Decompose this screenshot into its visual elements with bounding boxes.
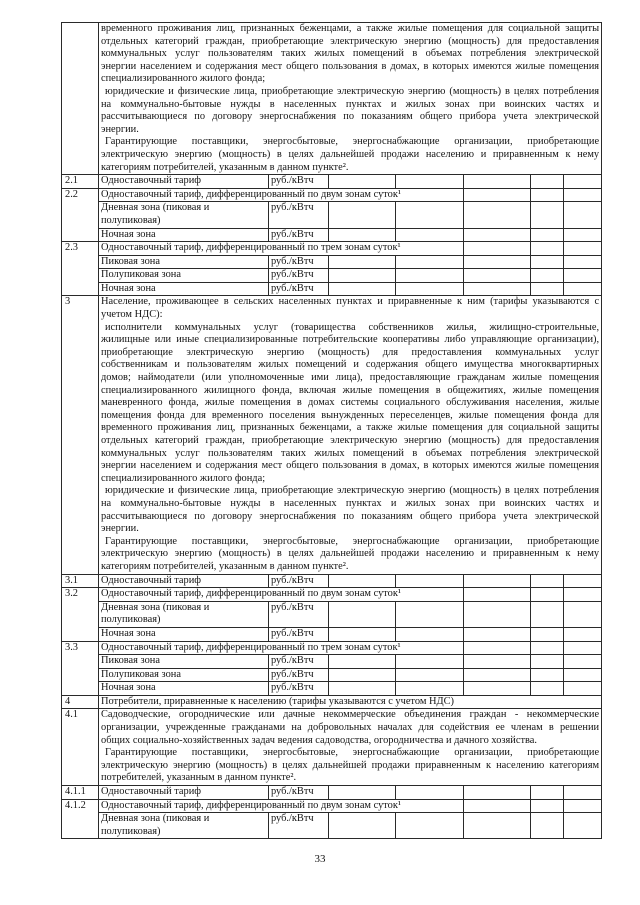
table-row [62,709,602,786]
text-line: Дневная зона (пиковая и [101,601,210,613]
text-line: специализированного жилого фонда; [101,73,266,85]
table-row [62,255,602,269]
value-cell [396,682,464,696]
row-number: 2.3 [62,242,99,256]
row-description: Ночная зона [99,627,269,641]
text-line: энергии населением и содержания мест общего пользования в домах, в которых имеются жилые помещения [101,460,600,472]
row-number [62,255,99,269]
text-line: полупиковая) [101,214,161,226]
row-number [62,655,99,669]
row-number: 4 [62,695,99,709]
paragraph [101,86,599,136]
paragraph [101,485,599,535]
table-row [62,202,602,228]
text-line: коммунальных услуг пользователям таких жилых помещений в объемах потребления электрической [101,48,600,60]
text-line: энергии населением и содержания мест общего пользования в домах, в которых имеются жилые помещения [101,60,600,72]
row-number [62,228,99,242]
table-row [62,296,602,574]
value-cell [564,282,602,296]
value-cell [531,242,564,256]
text-line: полупиковая) [101,825,161,837]
value-cell [564,813,602,839]
value-cell [329,668,396,682]
value-cell [329,202,396,228]
value-cell [564,188,602,202]
value-cell [464,627,531,641]
text-line: исполнители коммунальных услуг (товарищества собственников жилья, жилищно-строительные, [105,321,600,333]
text-line: приобретающие электрическую энергию (мощность) для предоставления коммунальных услуг [101,346,600,358]
table-row [62,601,602,627]
text-line: юридические и физические лица, приобретающие электрическую энергию (мощность) в целях потребления [105,485,600,497]
value-cell [531,655,564,669]
text-line: электрическую энергию (мощность) в целях дальнейшей продажи приравненным к населению категориям [101,759,600,771]
value-cell [564,786,602,800]
text-line: коммунальных услуг пользователям таких жилых помещений в объемах потребления электрической [101,447,600,459]
table-row [62,23,602,175]
text-line: юридические и физические лица, приобретающие электрическую энергию (мощность) в целях потребления [105,85,600,97]
value-cell [464,641,531,655]
table-row [62,695,602,709]
value-cell [464,601,531,627]
row-description [99,601,269,627]
value-cell [396,627,464,641]
group-label: Одноставочный тариф, дифференцированный по двум зонам суток¹ [99,188,464,202]
value-cell [396,813,464,839]
row-description [99,709,602,786]
table-row [62,641,602,655]
table-row [62,627,602,641]
unit-cell: руб./кВтч [269,282,329,296]
value-cell [464,188,531,202]
row-number: 3.3 [62,641,99,655]
row-number [62,269,99,283]
text-line: собственникам и пользователям жилых помещений и содержания общего имущества многоквартирных [101,359,600,371]
value-cell [396,175,464,189]
text-line: электрическую энергию (мощность) в целях дальнейшей продажи населению и приравненным к нему [101,148,600,160]
unit-cell: руб./кВтч [269,255,329,269]
row-number: 4.1.2 [62,799,99,813]
value-cell [396,228,464,242]
text-line: Дневная зона (пиковая и [101,813,210,825]
row-number [62,627,99,641]
row-number [62,282,99,296]
text-line: электрическую энергию (мощность) в целях дальнейшей продажи населению и приравненным к нему [101,548,600,560]
table-row [62,588,602,602]
value-cell [464,175,531,189]
value-cell [329,574,396,588]
value-cell [329,601,396,627]
value-cell [531,202,564,228]
value-cell [564,682,602,696]
value-cell [329,627,396,641]
value-cell [396,255,464,269]
value-cell [464,813,531,839]
table-row [62,269,602,283]
row-description: Одноставочный тариф [99,786,269,800]
text-line: на коммунально-бытовые нужды в населенных пунктах и жилых зонах при воинских частях и [101,497,600,509]
text-line: общих социально-хозяйственных задач ведения садоводства, огородничества и дачного хозяйства. [101,734,537,746]
value-cell [531,786,564,800]
paragraph [101,536,599,574]
group-label: Одноставочный тариф, дифференцированный по двум зонам суток¹ [99,588,464,602]
text-line: полупиковая) [101,614,161,626]
value-cell [531,588,564,602]
unit-cell: руб./кВтч [269,202,329,228]
group-label: Одноставочный тариф, дифференцированный по трем зонам суток¹ [99,641,464,655]
value-cell [531,668,564,682]
text-line: Гарантирующие поставщики, энергосбытовые, энергоснабжающие организации, приобретающие [105,136,600,148]
value-cell [464,682,531,696]
row-number: 3.1 [62,574,99,588]
value-cell [329,255,396,269]
value-cell [464,668,531,682]
value-cell [329,682,396,696]
table-row [62,682,602,696]
text-line: отдельных категорий граждан, приобретающие электрическую энергию (мощность) для предоставления [101,435,600,446]
text-line: рассчитывающиеся по договору энергоснабжения по показаниям общего прибора учета электрической [101,111,600,123]
text-line: Гарантирующие поставщики, энергосбытовые, энергоснабжающие организации, приобретающие [105,535,600,547]
text-line: учетом НДС): [101,309,163,321]
row-description: Ночная зона [99,228,269,242]
value-cell [396,668,464,682]
value-cell [531,228,564,242]
value-cell [329,269,396,283]
value-cell [564,668,602,682]
value-cell [531,641,564,655]
paragraph [101,709,599,747]
row-number [62,682,99,696]
value-cell [329,175,396,189]
row-number: 3 [62,296,99,574]
unit-cell: руб./кВтч [269,655,329,669]
text-line: домов; наймодатели (или уполномоченные ими лица), предоставляющие гражданам жилые помещения [101,372,600,384]
value-cell [564,641,602,655]
text-line: энергии. [101,523,139,535]
unit-cell: руб./кВтч [269,786,329,800]
text-line: энергии. [101,123,139,135]
unit-cell: руб./кВтч [269,269,329,283]
table-row [62,175,602,189]
value-cell [329,655,396,669]
table-row [62,228,602,242]
value-cell [564,601,602,627]
row-description: Полупиковая зона [99,668,269,682]
value-cell [464,202,531,228]
table-row [62,799,602,813]
text-line: специализированного жилищного фонда, включая жилые помещения в общежитиях, жилые помещения [101,384,600,396]
row-number: 3.2 [62,588,99,602]
group-label: Одноставочный тариф, дифференцированный по двум зонам суток¹ [99,799,464,813]
row-number: 2.2 [62,188,99,202]
row-description: Пиковая зона [99,655,269,669]
value-cell [329,228,396,242]
value-cell [531,574,564,588]
value-cell [464,255,531,269]
value-cell [564,255,602,269]
text-line: временного проживания лиц, признанных беженцами, а также жилые помещения для социальной защиты [101,422,600,434]
value-cell [464,588,531,602]
paragraph [101,23,599,86]
value-cell [329,282,396,296]
value-cell [396,601,464,627]
paragraph [101,747,599,785]
row-description [99,23,602,175]
text-line: Гарантирующие поставщики, энергосбытовые, энергоснабжающие организации, приобретающие [105,747,600,759]
value-cell [464,228,531,242]
table-row [62,655,602,669]
value-cell [396,786,464,800]
value-cell [531,799,564,813]
row-number [62,813,99,839]
unit-cell: руб./кВтч [269,813,329,839]
row-number: 4.1 [62,709,99,786]
value-cell [564,202,602,228]
value-cell [396,282,464,296]
value-cell [464,786,531,800]
value-cell [531,601,564,627]
table-row [62,813,602,839]
row-description: Одноставочный тариф [99,175,269,189]
value-cell [531,188,564,202]
row-number [62,202,99,228]
unit-cell: руб./кВтч [269,627,329,641]
unit-cell: руб./кВтч [269,228,329,242]
value-cell [396,202,464,228]
table-row [62,188,602,202]
table-row [62,574,602,588]
value-cell [464,242,531,256]
value-cell [464,269,531,283]
row-description [99,296,602,574]
section-heading: Потребители, приравненные к населению (тарифы указываются с учетом НДС) [99,695,602,709]
text-line: отдельных категорий граждан, приобретающие электрическую энергию (мощность) для предоставления [101,35,600,47]
text-line: жилищные или иные специализированные потребительские кооперативы либо управляющие организации), [101,334,600,346]
table-row [62,242,602,256]
value-cell [564,655,602,669]
unit-cell: руб./кВтч [269,682,329,696]
row-description: Одноставочный тариф [99,574,269,588]
table-row [62,668,602,682]
value-cell [464,655,531,669]
value-cell [396,269,464,283]
text-line: Садоводческие, огороднические или дачные некоммерческие объединения граждан - некоммерческие [101,709,600,721]
value-cell [464,282,531,296]
text-line: временного проживания лиц, признанных беженцами, а также жилые помещения для социальной защиты [101,23,600,34]
value-cell [396,655,464,669]
text-line: Дневная зона (пиковая и [101,202,210,214]
text-line: рассчитывающиеся по договору энергоснабжения по показаниям общего прибора учета электрической [101,510,600,522]
table-body [62,23,602,839]
row-description [99,202,269,228]
text-line: категориям потребителей, указанным в данном пункте². [101,161,349,173]
row-description: Пиковая зона [99,255,269,269]
value-cell [564,588,602,602]
value-cell [564,228,602,242]
text-line: организации, учрежденные гражданами на добровольных началах для содействия ее членам в решении [101,722,600,734]
text-line: помещения фонда для временного поселения вынужденных переселенцев, жилые помещения фонда для [101,409,600,421]
value-cell [531,627,564,641]
text-line: потребителей, указанным в данном пункте². [101,772,297,784]
text-line: маневренного фонда, жилые помещения в домах системы социального обслуживания населения, жилые [101,397,600,409]
unit-cell: руб./кВтч [269,668,329,682]
row-description: Полупиковая зона [99,269,269,283]
row-number [62,601,99,627]
value-cell [531,682,564,696]
row-description: Ночная зона [99,682,269,696]
text-line: Население, проживающее в сельских населенных пунктах и приравненные к ним (тарифы указываются с [101,296,600,308]
value-cell [329,813,396,839]
row-description [99,813,269,839]
value-cell [564,574,602,588]
text-line: категориям потребителей, указанным в данном пункте². [101,560,349,572]
unit-cell: руб./кВтч [269,574,329,588]
value-cell [564,269,602,283]
unit-cell: руб./кВтч [269,175,329,189]
paragraph [101,136,599,174]
value-cell [464,799,531,813]
value-cell [564,175,602,189]
tariff-table [61,22,602,839]
text-line: специализированного жилого фонда; [101,472,266,484]
value-cell [531,255,564,269]
value-cell [564,627,602,641]
page-number: 33 [314,853,326,865]
paragraph [101,322,599,486]
value-cell [531,175,564,189]
value-cell [531,813,564,839]
value-cell [464,574,531,588]
row-number: 2.1 [62,175,99,189]
row-number: 4.1.1 [62,786,99,800]
value-cell [329,786,396,800]
unit-cell: руб./кВтч [269,601,329,627]
row-number [62,23,99,175]
value-cell [396,574,464,588]
value-cell [564,242,602,256]
row-number [62,668,99,682]
value-cell [531,282,564,296]
value-cell [531,269,564,283]
text-line: на коммунально-бытовые нужды в населенных пунктах и жилых зонах при воинских частях и [101,98,600,110]
row-description: Ночная зона [99,282,269,296]
value-cell [564,799,602,813]
paragraph [101,296,599,321]
table-row [62,282,602,296]
group-label: Одноставочный тариф, дифференцированный по трем зонам суток¹ [99,242,464,256]
table-row [62,786,602,800]
